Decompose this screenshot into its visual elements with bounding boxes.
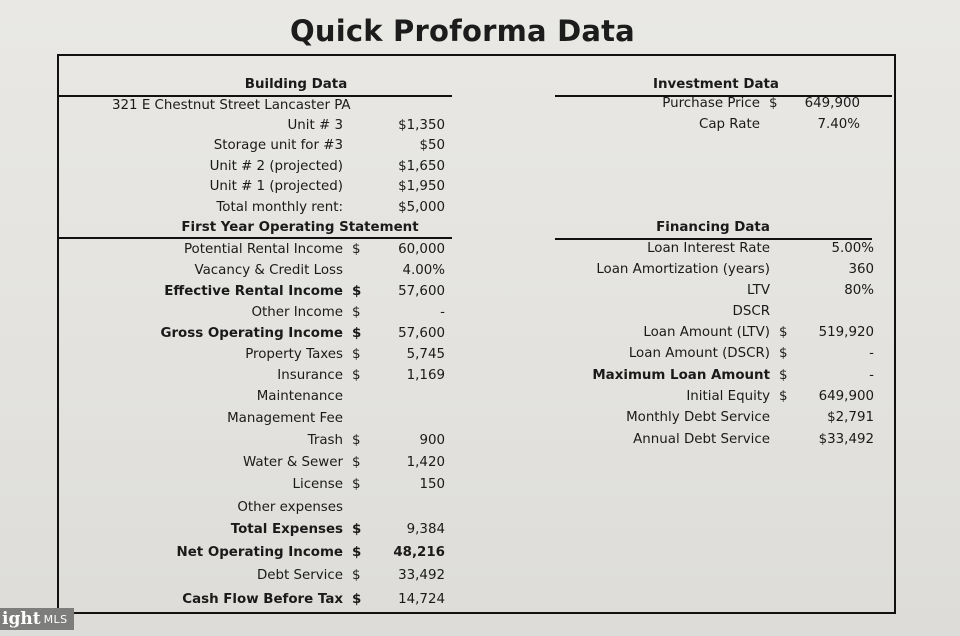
operating-row-value: 14,724 xyxy=(398,592,445,607)
building-row-value: $1,650 xyxy=(398,159,445,174)
building-row-value: $1,350 xyxy=(398,118,445,133)
operating-row-label: Vacancy & Credit Loss xyxy=(194,263,343,278)
financing-row-currency: $ xyxy=(779,346,788,361)
financing-row-value: 519,920 xyxy=(818,325,874,340)
building-row-value: $5,000 xyxy=(398,200,445,215)
investment-row-label: Purchase Price xyxy=(662,96,760,111)
investment-row-currency: $ xyxy=(769,96,778,111)
building-row-label: Storage unit for #3 xyxy=(213,138,343,153)
operating-statement-header: First Year Operating Statement xyxy=(181,220,419,235)
investment-row-label: Cap Rate xyxy=(698,117,760,132)
building-row-label: Unit # 2 (projected) xyxy=(209,159,343,174)
mls-watermark xyxy=(0,608,74,630)
building-row-value: $1,950 xyxy=(398,179,445,194)
financing-row-currency: $ xyxy=(779,368,788,383)
building-row-label: Total monthly rent: xyxy=(216,200,343,215)
operating-row-label: Other Income xyxy=(251,305,343,320)
operating-row-label: Trash xyxy=(307,433,343,448)
operating-row-label: Gross Operating Income xyxy=(160,326,343,341)
financing-row-value: - xyxy=(869,346,874,361)
operating-row-value: 1,420 xyxy=(406,455,445,470)
building-data-header: Building Data xyxy=(244,77,348,92)
operating-row-value: - xyxy=(440,305,445,320)
financing-row-value: $33,492 xyxy=(818,432,874,447)
operating-row-currency: $ xyxy=(352,477,361,492)
financing-row-label: Loan Amortization (years) xyxy=(596,262,770,277)
financing-row-currency: $ xyxy=(779,389,788,404)
operating-row-value: 9,384 xyxy=(406,522,445,537)
operating-row-label: Debt Service xyxy=(256,568,343,583)
investment-row-value: 649,900 xyxy=(804,96,860,111)
building-row-label: Unit # 1 (projected) xyxy=(209,179,343,194)
investment-row-value: 7.40% xyxy=(817,117,860,132)
operating-row-value: 4.00% xyxy=(402,263,445,278)
investment-data-header: Investment Data xyxy=(653,77,779,92)
operating-row-value: 57,600 xyxy=(398,326,445,341)
financing-data-header: Financing Data xyxy=(656,220,770,235)
operating-row-label: Insurance xyxy=(277,368,343,383)
financing-row-value: 649,900 xyxy=(818,389,874,404)
operating-row-currency: $ xyxy=(352,284,362,299)
operating-row-label: Other expenses xyxy=(237,500,343,515)
operating-row-label: Total Expenses xyxy=(230,522,343,537)
operating-row-currency: $ xyxy=(352,242,361,257)
operating-row-currency: $ xyxy=(352,522,362,537)
operating-row-currency: $ xyxy=(352,592,362,607)
operating-row-label: Cash Flow Before Tax xyxy=(182,592,343,607)
financing-row-label: DSCR xyxy=(732,304,770,319)
operating-row-value: 33,492 xyxy=(398,568,445,583)
building-row-label: Unit # 3 xyxy=(287,118,343,133)
operating-row-label: Potential Rental Income xyxy=(183,242,343,257)
financing-row-label: Maximum Loan Amount xyxy=(592,368,770,383)
operating-row-value: 1,169 xyxy=(406,368,445,383)
operating-row-currency: $ xyxy=(352,568,361,583)
financing-row-label: Loan Amount (DSCR) xyxy=(628,346,770,361)
financing-row-value: 80% xyxy=(844,283,874,298)
operating-row-label: Maintenance xyxy=(256,389,343,404)
operating-row-label: Water & Sewer xyxy=(243,455,343,470)
watermark-suffix: MLS xyxy=(43,612,68,626)
operating-row-currency: $ xyxy=(352,368,361,383)
building-row-value: $50 xyxy=(419,138,445,153)
financing-row-label: LTV xyxy=(747,283,770,298)
operating-row-label: Management Fee xyxy=(227,411,343,426)
financing-row-value: $2,791 xyxy=(827,410,874,425)
operating-row-currency: $ xyxy=(352,455,361,470)
operating-row-label: Net Operating Income xyxy=(176,545,343,560)
financing-row-label: Loan Amount (LTV) xyxy=(643,325,770,340)
page-title: Quick Proforma Data xyxy=(290,14,635,48)
operating-row-currency: $ xyxy=(352,347,361,362)
operating-row-currency: $ xyxy=(352,305,361,320)
operating-rule xyxy=(57,237,452,239)
financing-row-label: Annual Debt Service xyxy=(633,432,770,447)
financing-row-value: - xyxy=(869,368,874,383)
financing-row-label: Monthly Debt Service xyxy=(626,410,770,425)
operating-row-value: 60,000 xyxy=(398,242,445,257)
operating-row-value: 48,216 xyxy=(393,545,445,560)
financing-row-label: Initial Equity xyxy=(686,389,770,404)
financing-row-value: 360 xyxy=(848,262,874,277)
operating-row-value: 900 xyxy=(419,433,445,448)
operating-row-value: 57,600 xyxy=(398,284,445,299)
operating-row-value: 5,745 xyxy=(406,347,445,362)
operating-row-currency: $ xyxy=(352,545,362,560)
operating-row-label: Property Taxes xyxy=(245,347,343,362)
watermark-brand: ight xyxy=(2,609,41,629)
financing-row-currency: $ xyxy=(779,325,788,340)
financing-row-label: Loan Interest Rate xyxy=(647,241,770,256)
property-address: 321 E Chestnut Street Lancaster PA xyxy=(112,98,351,113)
operating-row-label: Effective Rental Income xyxy=(164,284,343,299)
operating-row-value: 150 xyxy=(419,477,445,492)
financing-row-value: 5.00% xyxy=(831,241,874,256)
operating-row-currency: $ xyxy=(352,326,362,341)
operating-row-currency: $ xyxy=(352,433,361,448)
operating-row-label: License xyxy=(292,477,343,492)
